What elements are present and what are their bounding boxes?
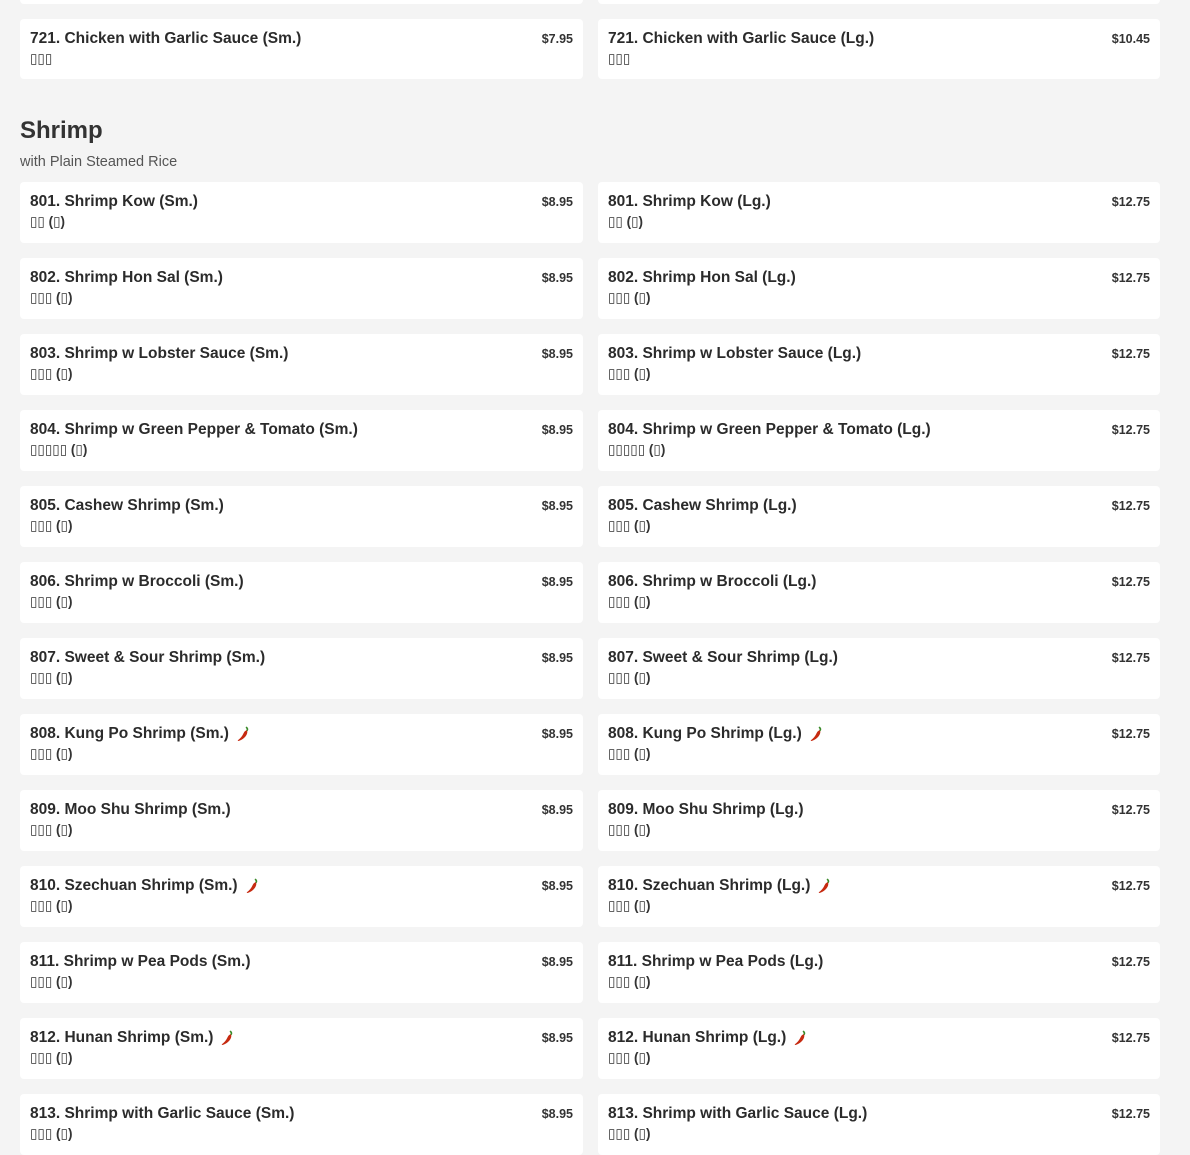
menu-item-card[interactable] (598, 562, 1160, 623)
item-name-text: 811. Shrimp w Pea Pods (Sm.) (30, 953, 251, 970)
menu-item-card[interactable] (20, 1094, 583, 1155)
item-chinese-name: ▯▯▯ (▯) (608, 974, 651, 989)
menu-item-card[interactable] (20, 486, 583, 547)
item-name (608, 572, 1150, 592)
item-chinese-name: ▯▯ (▯) (608, 214, 644, 229)
menu-item-card[interactable] (598, 19, 1160, 79)
item-price: $8.95 (541, 271, 573, 285)
item-name (608, 192, 1150, 212)
menu-item-card[interactable] (20, 638, 583, 699)
item-price: $12.75 (1111, 195, 1150, 209)
item-name (30, 420, 573, 440)
item-name-text: 804. Shrimp w Green Pepper & Tomato (Sm.) (30, 421, 358, 438)
menu-item-card[interactable] (20, 182, 583, 243)
item-price: $12.75 (1111, 575, 1150, 589)
menu-item-card[interactable] (598, 0, 1160, 4)
item-name-text: 804. Shrimp w Green Pepper & Tomato (Lg.) (608, 421, 931, 438)
item-chinese-name: ▯▯▯ (▯) (608, 594, 651, 609)
chili-pepper-icon (809, 726, 823, 742)
menu-item-card[interactable] (20, 19, 583, 79)
menu-item-card[interactable] (598, 638, 1160, 699)
item-name (608, 344, 1150, 364)
item-price: $12.75 (1111, 423, 1150, 437)
item-name-text: 809. Moo Shu Shrimp (Lg.) (608, 801, 804, 818)
chili-pepper-icon (793, 1030, 807, 1046)
item-chinese-name: ▯▯▯ (▯) (30, 1126, 73, 1141)
item-name (608, 648, 1150, 668)
item-chinese-name: ▯▯▯ (▯) (608, 746, 651, 761)
item-price: $8.95 (541, 195, 573, 209)
item-name (30, 952, 573, 972)
item-chinese-name: ▯▯▯ (▯) (30, 822, 73, 837)
item-name (30, 1028, 573, 1048)
item-name (608, 496, 1150, 516)
item-name-text: 805. Cashew Shrimp (Sm.) (30, 497, 224, 514)
item-name-text: 808. Kung Po Shrimp (Lg.) (608, 725, 802, 742)
item-price: $12.75 (1111, 651, 1150, 665)
menu-item-card[interactable] (598, 714, 1160, 775)
item-price: $8.95 (541, 727, 573, 741)
item-name-text: 813. Shrimp with Garlic Sauce (Lg.) (608, 1105, 868, 1122)
item-name-text: 806. Shrimp w Broccoli (Sm.) (30, 573, 244, 590)
menu-item-card[interactable] (598, 182, 1160, 243)
item-price: $12.75 (1111, 499, 1150, 513)
item-chinese-name: ▯▯▯▯▯ (▯) (30, 442, 88, 457)
item-price: $10.45 (1111, 32, 1150, 46)
item-name (608, 876, 1150, 896)
item-name-text: 803. Shrimp w Lobster Sauce (Sm.) (30, 345, 289, 362)
item-price: $7.95 (541, 32, 573, 46)
item-chinese-name: ▯▯▯ (▯) (30, 594, 73, 609)
item-chinese-name: ▯▯▯ (▯) (608, 670, 651, 685)
item-name-text: 810. Szechuan Shrimp (Sm.) (30, 877, 238, 894)
item-price: $12.75 (1111, 727, 1150, 741)
menu-item-card[interactable] (598, 1094, 1160, 1155)
item-name-text: 813. Shrimp with Garlic Sauce (Sm.) (30, 1105, 295, 1122)
item-name: 721. Chicken with Garlic Sauce (Sm.) (30, 30, 302, 47)
item-name-text: 801. Shrimp Kow (Lg.) (608, 193, 771, 210)
item-name (608, 800, 1150, 820)
item-chinese-name: ▯▯▯ (▯) (30, 366, 73, 381)
menu-item-card[interactable] (598, 790, 1160, 851)
item-name-text: 807. Sweet & Sour Shrimp (Sm.) (30, 649, 266, 666)
item-name (608, 420, 1150, 440)
item-price: $8.95 (541, 651, 573, 665)
menu-item-card[interactable] (598, 942, 1160, 1003)
item-chinese-name: ▯▯▯ (▯) (30, 290, 73, 305)
item-chinese-name: ▯▯▯ (▯) (608, 290, 651, 305)
item-name (608, 724, 1150, 744)
item-chinese-name: ▯▯▯ (▯) (608, 822, 651, 837)
item-chinese-name: ▯▯ (▯) (30, 214, 66, 229)
item-name (30, 268, 573, 288)
item-chinese-name: ▯▯▯ (▯) (30, 746, 73, 761)
item-price: $8.95 (541, 423, 573, 437)
section-header (20, 114, 177, 172)
item-price: $8.95 (541, 499, 573, 513)
shrimp-item-grid (0, 182, 1160, 1155)
item-name (30, 572, 573, 592)
item-chinese-name: ▯▯▯ (30, 51, 53, 66)
menu-item-card[interactable] (20, 866, 583, 927)
menu-item-card[interactable] (598, 334, 1160, 395)
item-name-text: 806. Shrimp w Broccoli (Lg.) (608, 573, 817, 590)
item-chinese-name: ▯▯▯ (608, 51, 631, 66)
chili-pepper-icon (245, 878, 259, 894)
menu-item-card[interactable] (20, 0, 583, 4)
item-name-text: 805. Cashew Shrimp (Lg.) (608, 497, 797, 514)
item-name-text: 802. Shrimp Hon Sal (Sm.) (30, 269, 223, 286)
item-name (30, 876, 573, 896)
section-subtitle: with Plain Steamed Rice (20, 154, 178, 170)
item-price: $12.75 (1111, 347, 1150, 361)
menu-item-card[interactable] (20, 334, 583, 395)
menu-item-card[interactable] (598, 258, 1160, 319)
item-price: $8.95 (541, 347, 573, 361)
menu-item-card[interactable] (598, 486, 1160, 547)
menu-item-card[interactable] (20, 562, 583, 623)
item-name-text: 802. Shrimp Hon Sal (Lg.) (608, 269, 796, 286)
item-chinese-name: ▯▯▯ (▯) (30, 518, 73, 533)
item-chinese-name: ▯▯▯ (▯) (608, 366, 651, 381)
section-title: Shrimp (20, 117, 103, 144)
item-chinese-name: ▯▯▯ (▯) (30, 670, 73, 685)
menu-item-card[interactable] (20, 1018, 583, 1079)
item-name-text: 808. Kung Po Shrimp (Sm.) (30, 725, 229, 742)
item-price: $8.95 (541, 955, 573, 969)
item-name (30, 800, 573, 820)
chili-pepper-icon (817, 878, 831, 894)
item-chinese-name: ▯▯▯ (▯) (30, 1050, 73, 1065)
chili-pepper-icon (236, 726, 250, 742)
item-chinese-name: ▯▯▯ (▯) (608, 898, 651, 913)
menu-item-card[interactable] (20, 410, 583, 471)
item-price: $12.75 (1111, 1107, 1150, 1121)
item-name (608, 1104, 1150, 1124)
item-price: $8.95 (541, 1031, 573, 1045)
item-price: $8.95 (541, 879, 573, 893)
item-name (30, 192, 573, 212)
menu-item-card[interactable] (20, 258, 583, 319)
item-name-text: 809. Moo Shu Shrimp (Sm.) (30, 801, 231, 818)
item-name (608, 952, 1150, 972)
item-name (30, 724, 573, 744)
item-chinese-name: ▯▯▯ (▯) (608, 1126, 651, 1141)
item-price: $12.75 (1111, 955, 1150, 969)
menu-item-card[interactable] (20, 942, 583, 1003)
menu-item-card[interactable] (20, 790, 583, 851)
item-name-text: 807. Sweet & Sour Shrimp (Lg.) (608, 649, 838, 666)
item-name (608, 268, 1150, 288)
item-price: $12.75 (1111, 803, 1150, 817)
item-name-text: 811. Shrimp w Pea Pods (Lg.) (608, 953, 824, 970)
item-name (30, 496, 573, 516)
item-chinese-name: ▯▯▯▯▯ (▯) (608, 442, 666, 457)
item-name (30, 344, 573, 364)
item-name-text: 810. Szechuan Shrimp (Lg.) (608, 877, 811, 894)
item-price: $8.95 (541, 803, 573, 817)
item-name-text: 801. Shrimp Kow (Sm.) (30, 193, 198, 210)
item-price: $12.75 (1111, 1031, 1150, 1045)
chili-pepper-icon (220, 1030, 234, 1046)
item-price: $12.75 (1111, 271, 1150, 285)
item-chinese-name: ▯▯▯ (▯) (30, 974, 73, 989)
menu-item-card[interactable] (598, 410, 1160, 471)
item-name-text: 812. Hunan Shrimp (Sm.) (30, 1029, 214, 1046)
top-item-grid (0, 0, 1160, 79)
item-name-text: 803. Shrimp w Lobster Sauce (Lg.) (608, 345, 862, 362)
item-chinese-name: ▯▯▯ (▯) (608, 518, 651, 533)
item-chinese-name: ▯▯▯ (▯) (30, 898, 73, 913)
menu-item-card[interactable] (598, 866, 1160, 927)
menu-item-card[interactable] (598, 1018, 1160, 1079)
item-name (608, 1028, 1150, 1048)
item-name (30, 648, 573, 668)
item-name (30, 1104, 573, 1124)
item-chinese-name: ▯▯▯ (▯) (608, 1050, 651, 1065)
item-price: $12.75 (1111, 879, 1150, 893)
item-price: $8.95 (541, 1107, 573, 1121)
menu-item-card[interactable] (20, 714, 583, 775)
item-price: $8.95 (541, 575, 573, 589)
item-name-text: 812. Hunan Shrimp (Lg.) (608, 1029, 787, 1046)
item-name: 721. Chicken with Garlic Sauce (Lg.) (608, 30, 875, 47)
